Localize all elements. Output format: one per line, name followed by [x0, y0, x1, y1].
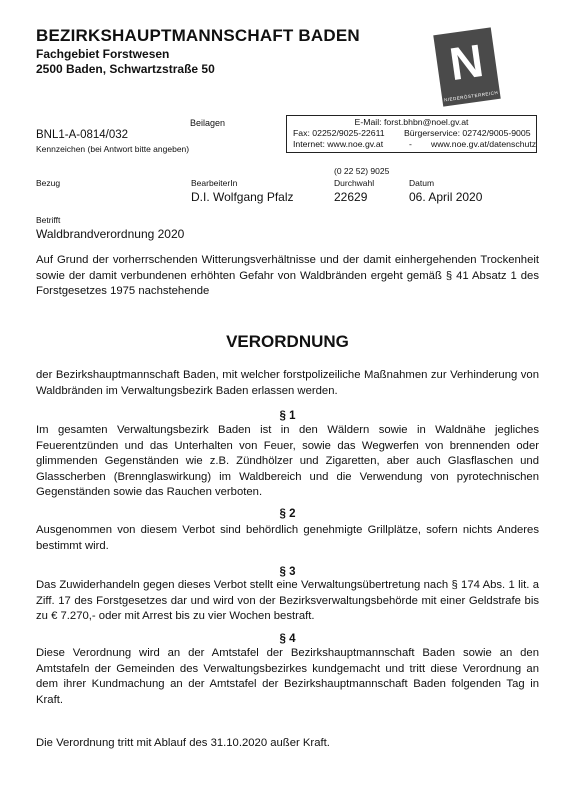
closing-paragraph: Die Verordnung tritt mit Ablauf des 31.10.2020 außer Kraft. [36, 737, 330, 749]
contact-internet: Internet: www.noe.gv.at [293, 139, 384, 149]
contact-box [286, 115, 537, 153]
phone-prefix: (0 22 52) 9025 [334, 166, 390, 176]
section-3-heading: § 3 [279, 566, 296, 578]
section-4-heading: § 4 [279, 633, 296, 645]
betrifft-value: Waldbrandverordnung 2020 [36, 227, 185, 241]
logo-letter: N [446, 33, 487, 91]
logo-caption: NIEDERÖSTERREICH [443, 89, 499, 103]
preamble-paragraph: der Bezirkshauptmannschaft Baden, mit welcher forstpolizeiliche Maßnahmen zur Verhinderung von Waldbränden im Verwaltungsbezirk Baden erlassen werden. [36, 369, 539, 397]
durchwahl-value: 22629 [334, 190, 368, 204]
authority-name: BEZIRKSHAUPTMANNSCHAFT BADEN [36, 26, 360, 45]
intro-paragraph: Auf Grund der vorherrschenden Witterungsverhältnisse und der damit einhergehenden Trockenheit sowie der damit verbundenen erhöhten Gefahr von Waldbränden ergeht gemäß § 41 Absatz 1 des Forstgesetzes 1975 nachstehende [36, 254, 539, 297]
beilagen-label: Beilagen [190, 118, 226, 128]
contact-email: E-Mail: forst.bhbn@noel.gv.at [354, 117, 469, 127]
section-2-heading: § 2 [279, 508, 296, 520]
section-3-text: Das Zuwiderhandeln gegen dieses Verbot stellt eine Verwaltungsübertretung nach § 174 Abs. 1 lit. a Ziff. 17 des Forstgesetzes dar und wird von der Bezirksverwaltungsbehörde mit einer Geldstrafe bis zu € 7.270,- oder mit Arrest bis zu vier Wochen bestraft. [36, 579, 539, 622]
durchwahl-label: Durchwahl [334, 178, 375, 188]
reference-hint: Kennzeichen (bei Antwort bitte angeben) [36, 144, 190, 154]
bearbeiter-label: BearbeiterIn [191, 178, 238, 188]
department-name: Fachgebiet Forstwesen [36, 47, 170, 61]
bezug-label: Bezug [36, 178, 61, 188]
contact-buergerservice: Bürgerservice: 02742/9005-9005 [404, 128, 531, 138]
section-1-text: Im gesamten Verwaltungsbezirk Baden ist in den Wäldern sowie in Waldnähe jegliches Feuerentzünden und das Unterhalten von Feuer, sowie das Wegwerfen von brennenden oder glimmenden Gegenständen wie z.B. Zündhölzer und Zigaretten, aber auch Glasflaschen und Glasscherben (Brennglaswirkung) im Waldbereich und die Verwendung von pyrotechnischen Gegenständen sowie das Rauchen verboten. [36, 424, 539, 498]
datum-label: Datum [409, 178, 435, 188]
section-1-heading: § 1 [279, 410, 296, 422]
datum-value: 06. April 2020 [409, 190, 483, 204]
betrifft-label: Betrifft [36, 215, 61, 225]
bearbeiter-value: D.I. Wolfgang Pfalz [191, 190, 294, 204]
contact-fax: Fax: 02252/9025-22611 [293, 128, 385, 138]
contact-separator: - [409, 139, 412, 149]
section-2-text: Ausgenommen von diesem Verbot sind behördlich genehmigte Grillplätze, sofern nichts Anderes bestimmt wird. [36, 524, 539, 552]
contact-datenschutz: www.noe.gv.at/datenschutz [431, 139, 537, 149]
document-title: VERORDNUNG [226, 332, 349, 351]
reference-number: BNL1-A-0814/032 [36, 129, 129, 141]
section-4-text: Diese Verordnung wird an der Amtstafel der Bezirkshauptmannschaft Baden sowie an den Amtstafeln der Gemeinden des Verwaltungsbezirkes kundgemacht und tritt diese Verordnung an dem ihrer Kundmachung an der Amtstafel der Bezirkshauptmannschaft Baden folgenden Tag in Kraft. [36, 647, 539, 706]
authority-address: 2500 Baden, Schwartzstraße 50 [36, 62, 215, 76]
noe-logo [433, 27, 500, 106]
